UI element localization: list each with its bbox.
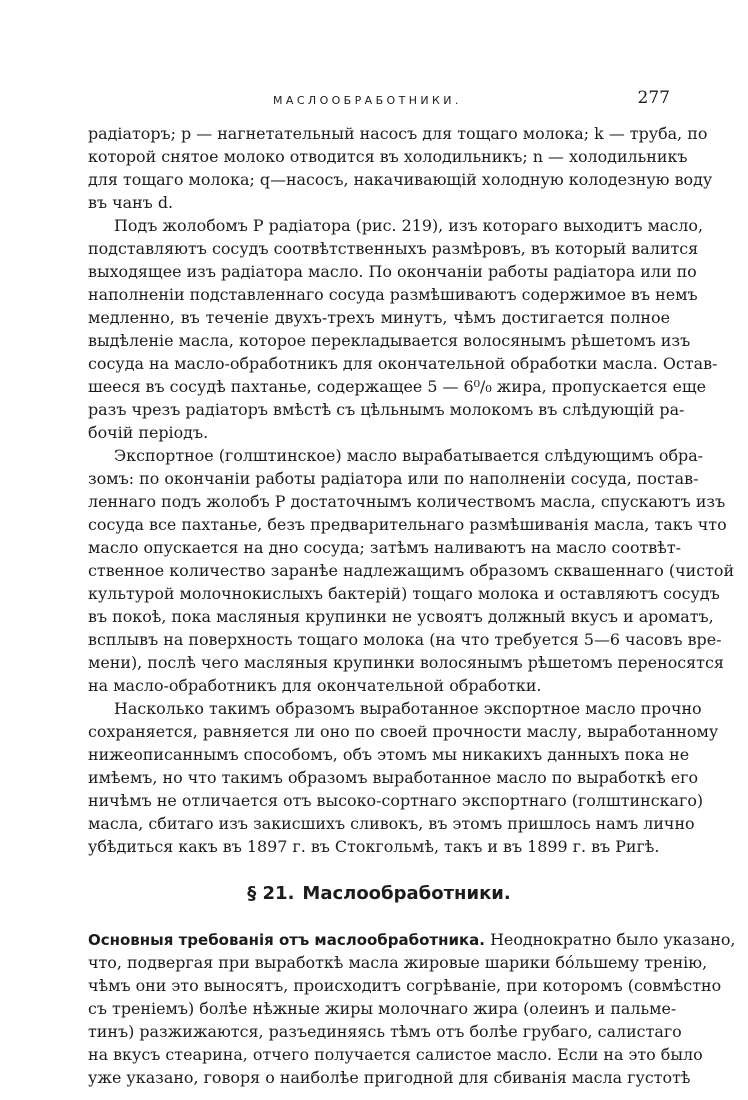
text-line: тинъ) разжижаются, разъединяясь тѣмъ отъ болѣе грубаго, салистаго (88, 1022, 682, 1041)
paragraph-lead: Основныя требованія отъ маслообработника. (88, 931, 485, 949)
paragraph-2 (88, 214, 718, 444)
text-line: радіаторъ; p — нагнетательный насосъ для тощаго молока; k — труба, по (88, 124, 708, 143)
text-line: Экспортное (голштинское) масло вырабатывается слѣдующимъ обра- (114, 446, 704, 465)
text-line: ничѣмъ не отличается отъ высоко-сортнаго экспортнаго (голштинскаго) (88, 791, 704, 810)
text-line: въ покоѣ, пока масляныя крупинки не усвоятъ должный вкусъ и ароматъ, (88, 607, 714, 626)
running-title: МАСЛООБРАБОТНИКИ. (273, 94, 462, 107)
paragraph-4 (88, 697, 719, 858)
text-line: въ чанъ d. (88, 193, 174, 212)
text-line: убѣдиться какъ въ 1897 г. въ Стокгольмѣ, такъ и въ 1899 г. въ Ригѣ. (88, 837, 660, 856)
page-number: 277 (637, 88, 670, 108)
text-line: съ треніемъ) болѣе нѣжные жиры молочнаго жира (олеинъ и пальме- (88, 999, 677, 1018)
running-head (88, 88, 670, 112)
text-line: сосуда все пахтанье, безъ предварительнаго размѣшиванія масла, такъ что (88, 515, 727, 534)
text-line: культурой молочнокислыхъ бактерій) тощаго молока и оставляютъ сосудъ (88, 584, 720, 603)
section-title: Маслообработники. (302, 883, 511, 904)
section-heading (88, 876, 670, 912)
book-page (88, 88, 736, 1089)
text-line: разъ чрезъ радіаторъ вмѣстѣ съ цѣльнымъ молокомъ въ слѣдующій ра- (88, 400, 685, 419)
text-line: на масло-обработникъ для окончательной обработки. (88, 676, 542, 695)
text-line: ственное количество заранѣе надлежащимъ образомъ сквашеннаго (чистой (88, 561, 735, 580)
paragraph-1 (88, 122, 713, 214)
text-line: на вкусъ стеарина, отчего получается салистое масло. Если на это было (88, 1045, 703, 1064)
text-line: масло опускается на дно сосуда; затѣмъ наливаютъ на масло соотвѣт- (88, 538, 681, 557)
text-line: Подъ жолобомъ P радіатора (рис. 219), изъ котораго выходитъ масло, (114, 216, 704, 235)
text-line: масла, сбитаго изъ закисшихъ сливокъ, въ этомъ пришлось намъ лично (88, 814, 695, 833)
text-line: имѣемъ, но что такимъ образомъ выработанное масло по выработкѣ его (88, 768, 699, 787)
text-line: зомъ: по окончаніи работы радіатора или по наполненіи сосуда, постав- (88, 469, 699, 488)
paragraph-3 (88, 444, 735, 697)
text-line: сосуда на масло-обработникъ для окончательной обработки масла. Остав- (88, 354, 718, 373)
text-line: подставляютъ сосудъ соотвѣтственныхъ размѣровъ, въ который валится (88, 239, 699, 258)
text-line: мени), послѣ чего масляныя крупинки волосянымъ рѣшетомъ переносятся (88, 653, 724, 672)
text-line: выдѣленіе масла, которое перекладывается волосянымъ рѣшетомъ изъ (88, 331, 691, 350)
text-line: бочій періодъ. (88, 423, 209, 442)
text-line: всплывъ на поверхность тощаго молока (на что требуется 5—6 часовъ вре- (88, 630, 722, 649)
text-line: Насколько такимъ образомъ выработанное экспортное масло прочно (114, 699, 702, 718)
text-line: чѣмъ они это выносятъ, происходитъ согрѣваніе, при которомъ (совмѣстно (88, 976, 722, 995)
text-line (88, 928, 736, 951)
text-line: нижеописаннымъ способомъ, объ этомъ мы никакихъ данныхъ пока не (88, 745, 690, 764)
text-line: выходящее изъ радіатора масло. По окончаніи работы радіатора или по (88, 262, 697, 281)
paragraph-lead-rest: Неоднократно было указано, (490, 930, 736, 949)
paragraph-5 (88, 928, 736, 1089)
text-line: которой снятое молоко отводится въ холодильникъ; n — холодильникъ (88, 147, 688, 166)
text-line: сохраняется, равняется ли оно по своей прочности маслу, выработанному (88, 722, 719, 741)
text-line: наполненіи подставленнаго сосуда размѣшиваютъ содержимое въ немъ (88, 285, 698, 304)
text-line: что, подвергая при выработкѣ масла жировые шарики бо́льшему тренію, (88, 953, 708, 972)
section-number: § 21. (247, 883, 295, 904)
text-line: уже указано, говоря о наиболѣе пригодной для сбиванія масла густотѣ (88, 1068, 691, 1087)
text-line: медленно, въ теченіе двухъ-трехъ минутъ, чѣмъ достигается полное (88, 308, 670, 327)
text-line: шееся въ сосудѣ пахтанье, содержащее 5 — 6⁰/₀ жира, пропускается еще (88, 377, 707, 396)
text-line: для тощаго молока; q—насосъ, накачивающій холодную колодезную воду (88, 170, 713, 189)
text-line: леннаго подъ жолобъ P достаточнымъ количествомъ масла, спускаютъ изъ (88, 492, 726, 511)
